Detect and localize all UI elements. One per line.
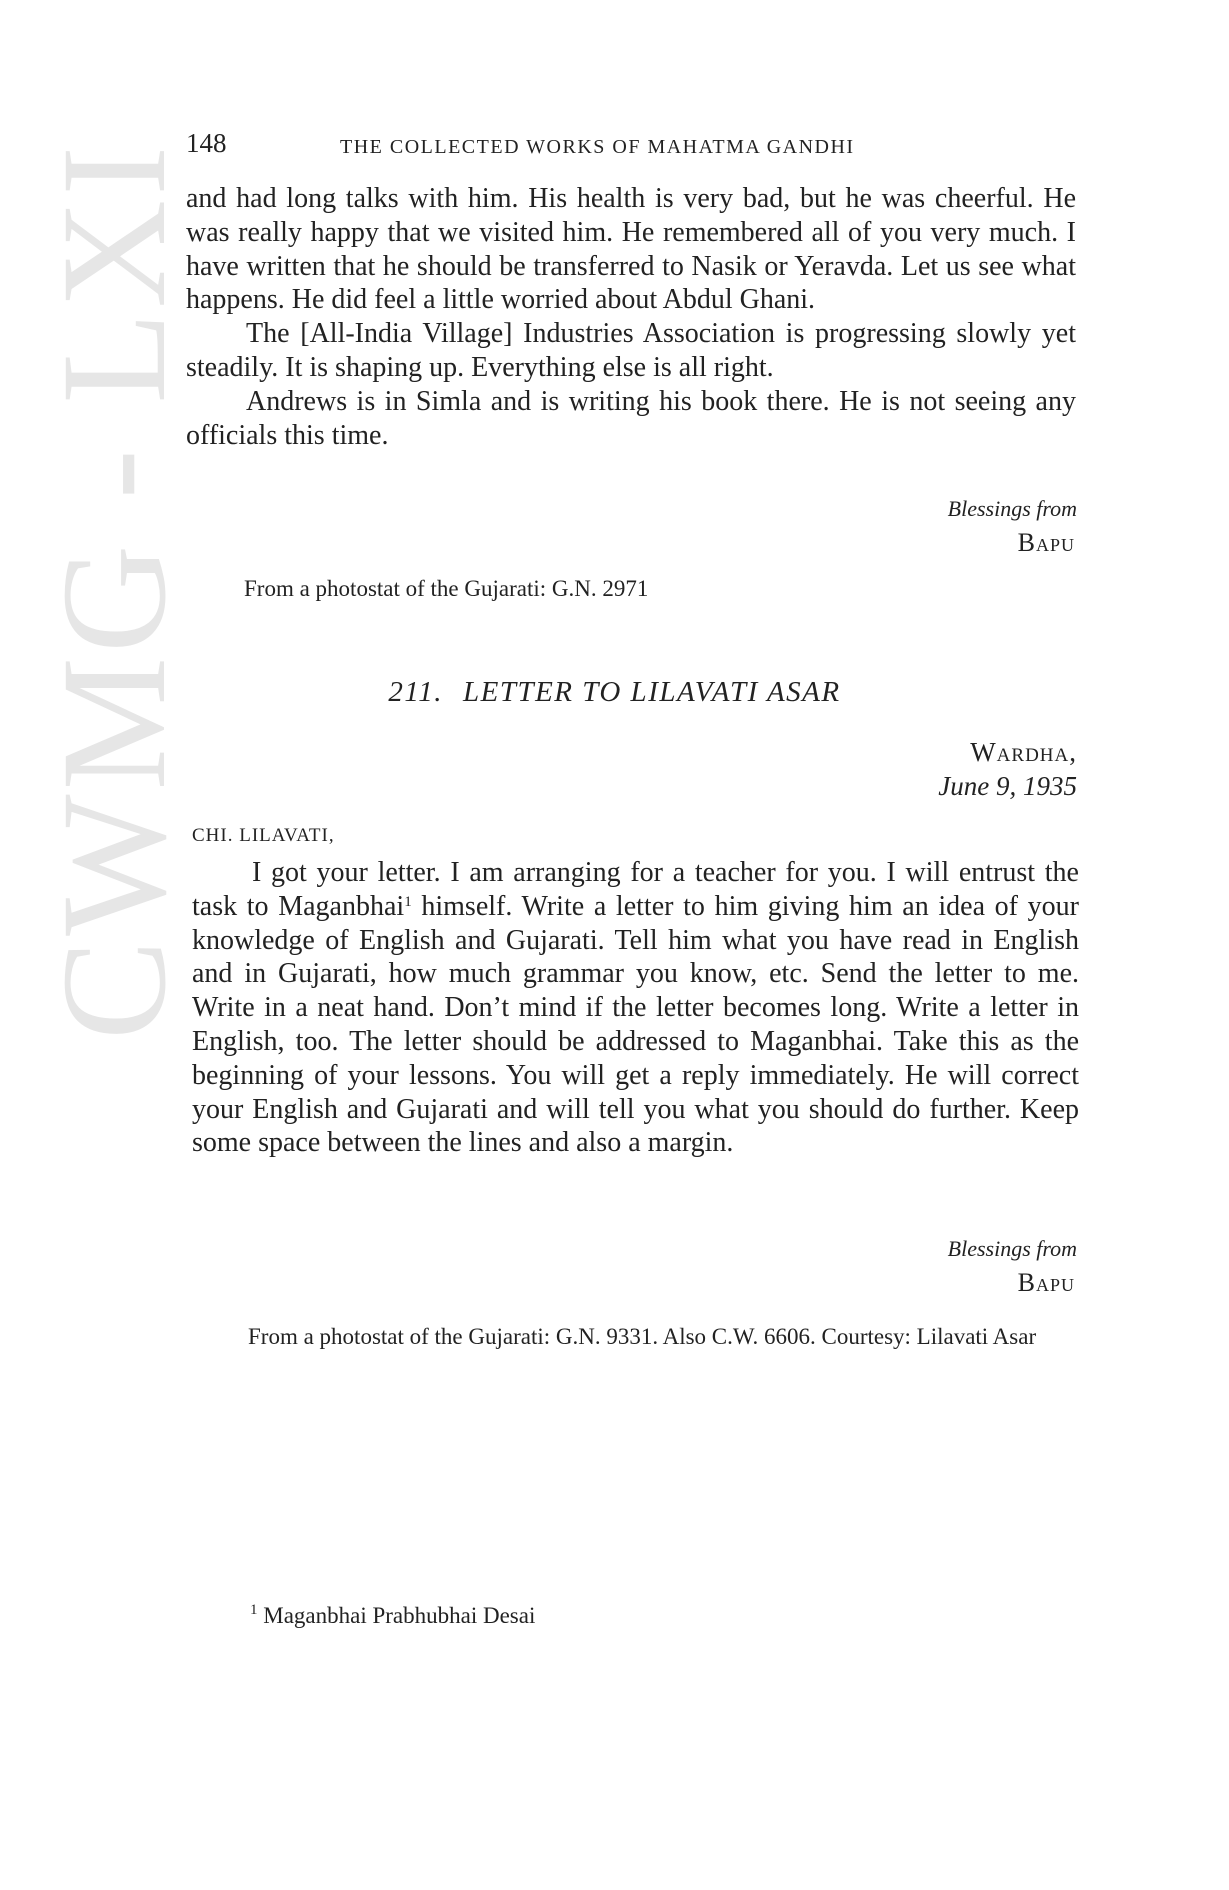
prev-signature: Bapu	[1017, 528, 1075, 557]
prev-letter-body	[186, 182, 1076, 452]
running-head	[186, 128, 1076, 164]
watermark: CWMG - LXI	[31, 141, 197, 1040]
letter-body-part-1: I got your letter. I am arranging for a teacher for you. I will entrust the task to Maganbhai	[192, 857, 1079, 922]
prev-paragraph-3: Andrews is in Simla and is writing his book there. He is not seeing any officials this time.	[186, 385, 1076, 451]
prev-source-note: From a photostat of the Gujarati: G.N. 2971	[244, 576, 649, 601]
footnote	[250, 1603, 535, 1629]
letter-body-part-2: himself. Write a letter to him giving him an idea of your knowledge of English and Gujarati. Tell him what you have read in English and in Gujarati, how much grammar you know, etc. Send the letter to me. Write in a neat hand. Don’t mind if the letter becomes long. Write a letter in English, too. The letter should be addressed to Maganbhai. Take this as the beginning of your lessons. You will get a reply immediately. He will correct your English and Gujarati and will tell you what you should do further. Keep some space between the lines and also a margin.	[192, 890, 1080, 1159]
letter-closing: Blessings from	[947, 1236, 1077, 1261]
footnote-text: Maganbhai Prabhubhai Desai	[263, 1603, 536, 1628]
footnote-ref: 1	[404, 893, 412, 910]
running-title: THE COLLECTED WORKS OF MAHATMA GANDHI	[340, 136, 855, 158]
letter-salutation: CHI. LILAVATI,	[192, 825, 335, 846]
page-number: 148	[186, 128, 227, 158]
letter-number: 211.	[388, 676, 443, 708]
prev-paragraph-2: The [All-India Village] Industries Association is progressing slowly yet steadily. It is shaping up. Everything else is all right.	[186, 318, 1076, 383]
letter-body	[192, 856, 1079, 1160]
prev-closing: Blessings from	[947, 496, 1077, 521]
letter-signature: Bapu	[1017, 1268, 1075, 1297]
letter-heading	[0, 676, 1229, 709]
footnote-marker: 1	[250, 1602, 258, 1618]
letter-title: LETTER TO LILAVATI ASAR	[462, 676, 841, 708]
letter-date: June 9, 1935	[938, 771, 1077, 801]
prev-paragraph-1: and had long talks with him. His health is very bad, but he was cheerful. He was really happy that we visited him. He remembered all of you very much. I have written that he should be transferred to Nasik or Yeravda. Let us see what happens. He did feel a little worried about Abdul Ghani.	[186, 183, 1076, 316]
letter-source-note: From a photostat of the Gujarati: G.N. 9331. Also C.W. 6606. Courtesy: Lilavati Asar	[248, 1324, 1037, 1349]
letter-place: Wardha,	[970, 737, 1077, 767]
